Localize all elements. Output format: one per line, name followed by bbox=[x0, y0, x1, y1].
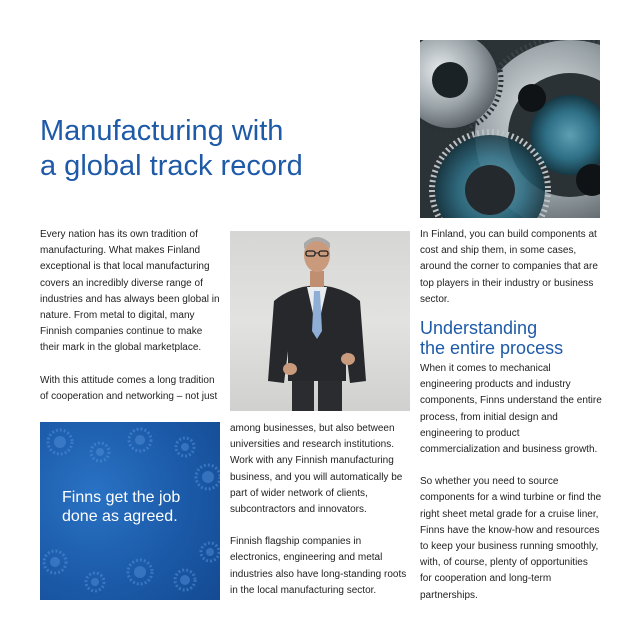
section-heading-line-2: the entire process bbox=[420, 338, 564, 358]
callout-quote: Finns get the job done as agreed. bbox=[62, 489, 181, 525]
title-line-2: a global track record bbox=[40, 150, 303, 182]
process-paragraph: When it comes to mechanical engineering products and industry components, Finns understand the entire process, from initial design and engineering to product commercialization and business growth. bbox=[420, 363, 602, 456]
section-heading-line-1: Understanding bbox=[420, 318, 538, 338]
flagship-paragraph: Finnish flagship companies in electronics, engineering and metal industries also have long-standing roots in the local manufacturing sector. bbox=[230, 536, 407, 596]
callout-box bbox=[40, 422, 220, 600]
page-title bbox=[40, 114, 370, 184]
finland-paragraph: In Finland, you can build components at cost and ship them, in some cases, around the corner to companies that are top players in their industry or business sector. bbox=[420, 229, 598, 305]
intro-column bbox=[40, 227, 224, 405]
sourcing-paragraph: So whether you need to source components for a wind turbine or find the right sheet metal grade for a cruise liner, Finns have the know-how and resources to keep your business running smoothly, with, of course, plenty of opportunities for cooperation and long-term partnerships. bbox=[420, 476, 602, 601]
gears-illustration bbox=[420, 40, 600, 218]
network-column bbox=[230, 421, 410, 599]
intro-paragraph: Every nation has its own tradition of manufacturing. What makes Finland exceptional is that local manufacturing covers an incredibly diverse range of industries and has always been global in nature. From metal to digital, many Finnish companies continue to make their mark in the global marketplace. bbox=[40, 229, 220, 354]
businessman-illustration bbox=[230, 231, 410, 411]
section-heading bbox=[420, 318, 610, 358]
process-column bbox=[420, 361, 602, 604]
cooperation-paragraph: With this attitude comes a long tradition of cooperation and networking – not just bbox=[40, 374, 218, 402]
gears-photo bbox=[420, 40, 600, 218]
network-paragraph: among businesses, but also between universities and research institutions. Work with any Finnish manufacturing business, and you will automatically be part of wider network of clients, subcontractors and innovators. bbox=[230, 423, 403, 516]
businessman-photo bbox=[230, 231, 410, 411]
title-line-1: Manufacturing with bbox=[40, 115, 284, 147]
